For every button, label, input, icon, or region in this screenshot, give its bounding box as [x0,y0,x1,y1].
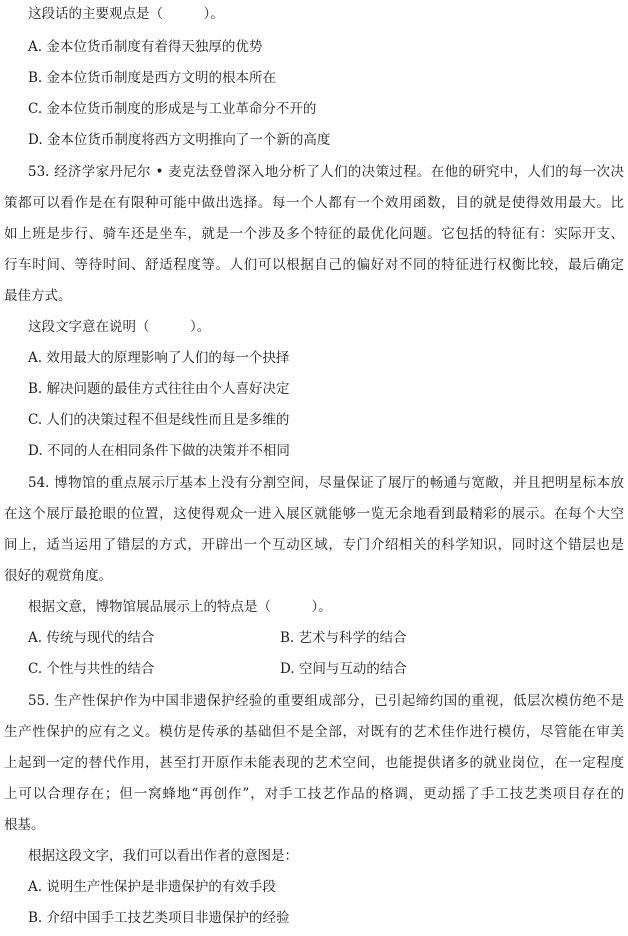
q55-passage-line: 生产性保护的应有之义。模仿是传承的基础但不是全部，对既有的艺术佳作进行模仿，尽管能在审美 [4,724,624,740]
q54-passage-line: 在这个展厅最抢眼的位置，这使得观众一进入展区就能够一览无余地看到最精彩的展示。在每个大空 [4,506,624,522]
q54-option-d: D. 空间与互动的结合 [280,661,407,677]
q55-passage-line: 上可以合理存在；但一窝蜂地“再创作”，对手工技艺作品的格调，更动摇了手工技艺类项目存在的 [4,786,624,802]
q53-option-d: D. 不同的人在相同条件下做的决策并不相同 [28,443,290,459]
q55-passage-line: 55. 生产性保护作为中国非遗保护经验的重要组成部分，已引起缔约国的重视，低层次模仿绝不是 [28,693,624,709]
q53-passage-line: 策都可以看作是在有限种可能中做出选择。每一个人都有一个效用函数，目的就是使得效用最大。比 [4,195,624,211]
q52-option-d: D. 金本位货币制度将西方文明推向了一个新的高度 [28,132,331,148]
q53-stem: 这段文字意在说明（ ）。 [28,319,211,335]
q53-option-a: A. 效用最大的原理影响了人们的每一个抉择 [28,350,290,366]
q54-option-a: A. 传统与现代的结合 [28,630,155,646]
q54-passage-line: 很好的观赏角度。 [4,568,112,584]
q55-passage-line: 上起到一定的替代作用，甚至打开原作未能表现的艺术空间，也能提供诸多的就业岗位，在一定程度 [4,755,624,771]
q52-option-c: C. 金本位货币制度的形成是与工业革命分不开的 [28,101,317,117]
q52-option-b: B. 金本位货币制度是西方文明的根本所在 [28,70,277,86]
q55-option-b: B. 介绍中国手工技艺类项目非遗保护的经验 [28,910,290,926]
q55-stem: 根据这段文字，我们可以看出作者的意图是： [28,848,298,864]
q55-option-a: A. 说明生产性保护是非遗保护的有效手段 [28,879,276,895]
q55-passage-line: 根基。 [4,817,45,833]
q52-stem: 这段话的主要观点是（ ）。 [28,6,224,22]
q53-option-c: C. 人们的决策过程不但是线性而且是多维的 [28,412,290,428]
q53-passage-line: 如上班是步行、骑车还是坐车，就是一个涉及多个特征的最优化问题。它包括的特征有：实际开支、 [4,226,624,242]
q54-stem: 根据文意，博物馆展品展示上的特点是（ ）。 [28,599,332,615]
q54-option-c: C. 个性与共性的结合 [28,661,155,677]
q53-passage-line: 53. 经济学家丹尼尔 • 麦克法登曾深入地分析了人们的决策过程。在他的研究中，人们的每一次决 [28,164,624,180]
q54-passage-line: 54. 博物馆的重点展示厅基本上没有分割空间，尽量保证了展厅的畅通与宽敞，并且把明星标本放 [28,475,624,491]
q54-option-b: B. 艺术与科学的结合 [280,630,407,646]
q52-option-a: A. 金本位货币制度有着得天独厚的优势 [28,39,263,55]
q54-passage-line: 间上，适当运用了错层的方式，开辟出一个互动区域，专门介绍相关的科学知识，同时这个错层也是 [4,537,624,553]
q53-passage-line: 最佳方式。 [4,288,72,304]
q53-option-b: B. 解决问题的最佳方式往往由个人喜好决定 [28,381,290,397]
q53-passage-line: 行车时间、等待时间、舒适程度等。人们可以根据自己的偏好对不同的特征进行权衡比较，最后确定 [4,257,624,273]
